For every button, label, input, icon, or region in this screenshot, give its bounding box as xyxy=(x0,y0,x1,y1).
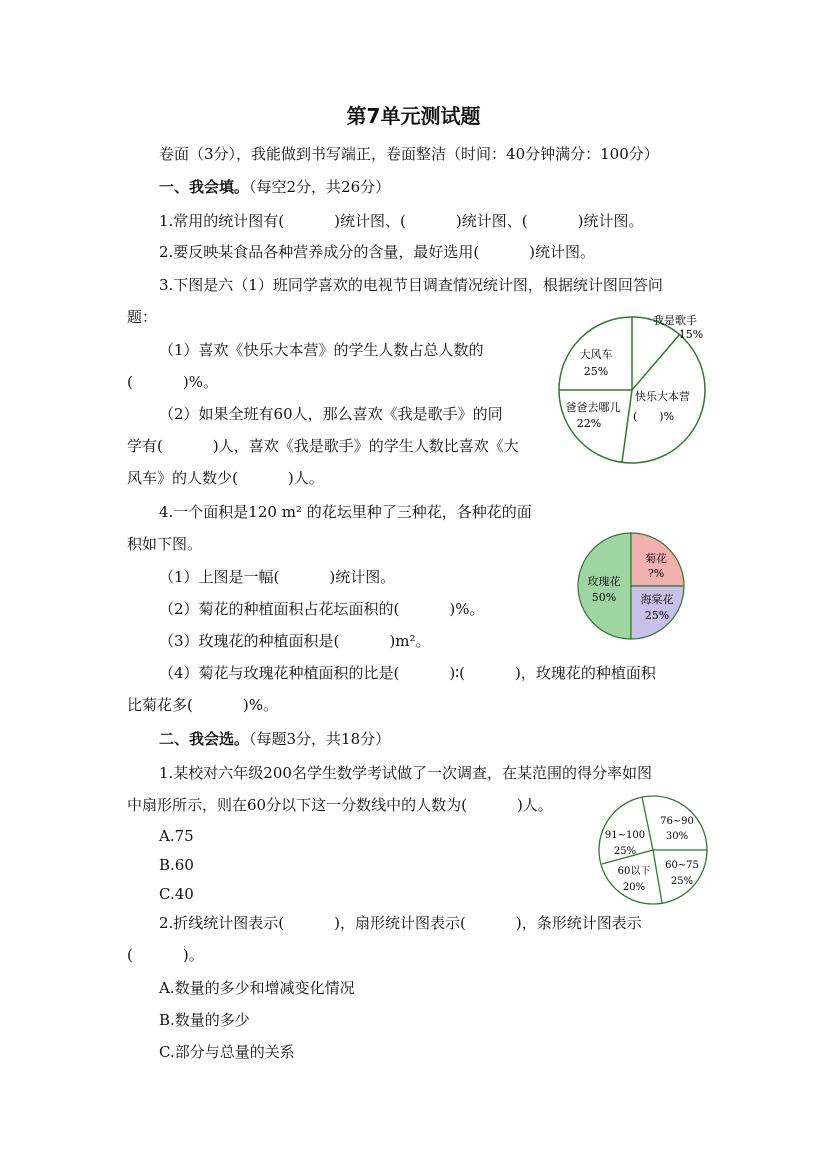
section2-header xyxy=(159,728,390,750)
s1-q4-s4d xyxy=(127,694,278,716)
pie1-slice-label: 大风车 xyxy=(579,348,613,361)
s1-q3-s2c1: 风车》的人数少( xyxy=(127,469,238,487)
s2-q2-text-a: 2.折线统计图表示( xyxy=(159,914,285,932)
pie1-slice-value: 22% xyxy=(576,417,602,430)
pie1-slice-value: 25% xyxy=(583,365,609,378)
pie3-slice-label: 91~100 xyxy=(604,830,646,841)
s1-q4-s1b: )统计图。 xyxy=(329,568,396,586)
section1-header xyxy=(159,176,390,198)
paren-close: )。 xyxy=(182,946,204,964)
paren-open: ( xyxy=(127,946,133,964)
page-title: 第7单元测试题 xyxy=(346,104,481,128)
pie1-slice-label: 我是歌手 xyxy=(653,314,697,327)
s1-q4-s3a: （3）玫瑰花的种植面积是( xyxy=(159,632,340,650)
s1-q3-s2c2: )人。 xyxy=(287,469,324,487)
s1-q4-s4b: )∶( xyxy=(449,664,466,682)
s1-q4-s2 xyxy=(159,598,485,620)
s2-q1-option-c[interactable]: C.40 xyxy=(159,885,194,903)
s1-q2 xyxy=(159,241,595,263)
s1-q3-s2b1: 学有( xyxy=(127,437,163,455)
pie2-slice-value: ?% xyxy=(647,567,665,580)
s2-q2-option-c[interactable]: C.部分与总量的关系 xyxy=(159,1043,295,1061)
s2-q2-option-a[interactable]: A.数量的多少和增减变化情况 xyxy=(159,979,355,997)
s1-q3-s2a: （2）如果全班有60人，那么喜欢《我是歌手》的同 xyxy=(159,405,503,423)
paren-open: ( xyxy=(127,373,133,391)
pie3-slice-label: 60~75 xyxy=(665,860,699,871)
paren-close: )%。 xyxy=(182,373,218,391)
pie3-slice-label: 60以下 xyxy=(617,866,651,877)
s2-q1-option-a[interactable]: A.75 xyxy=(159,827,194,845)
s2-q2-text-b: )，扇形统计图表示( xyxy=(334,914,466,932)
s1-q4-line1: 4.一个面积是120 m² 的花坛里种了三种花，各种花的面 xyxy=(159,503,532,521)
s1-q4-s4c: )，玫瑰花的种植面积 xyxy=(515,664,656,682)
s1-q4-s4d1: 比菊花多( xyxy=(127,696,193,714)
s1-q1-text-a: 1.常用的统计图有( xyxy=(159,212,285,230)
pie1-slice-label: 爸爸去哪儿 xyxy=(565,401,621,414)
s1-q3-line1: 3.下图是六（1）班同学喜欢的电视节目调查情况统计图，根据统计图回答问 xyxy=(159,276,663,294)
s2-q2-option-b[interactable]: B.数量的多少 xyxy=(159,1011,250,1029)
tv-program-pie-chart xyxy=(557,313,707,465)
s1-q4-s4 xyxy=(159,662,656,684)
pie2-slice-label: 菊花 xyxy=(645,552,667,565)
pie3-slice-value: 30% xyxy=(665,831,689,842)
s1-q3-s2b xyxy=(127,435,519,457)
s1-q2-text-b: )统计图。 xyxy=(529,243,596,261)
section2-heading: 二、我会选。 xyxy=(159,730,250,748)
s1-q3-s1b xyxy=(127,371,218,393)
pie2-slice-value: 50% xyxy=(591,591,617,604)
s1-q2-text-a: 2.要反映某食品各种营养成分的含量，最好选用( xyxy=(159,243,480,261)
s2-q1-line1: 1.某校对六年级200名学生数学考试做了一次调查，在某范围的得分率如图 xyxy=(159,764,652,782)
s1-q4-line2: 积如下图。 xyxy=(127,535,203,553)
s2-q2-text-c: )，条形统计图表示 xyxy=(515,914,642,932)
s1-q4-s4a: （4）菊花与玫瑰花种植面积的比是( xyxy=(159,664,400,682)
section1-note: （每空2分，共26分） xyxy=(249,178,391,196)
intro-text: 卷面（3分），我能做到书写端正，卷面整洁（时间：40分钟满分：100分） xyxy=(159,145,659,163)
s1-q3-s2c xyxy=(127,467,324,489)
pie2-slice-label: 海棠花 xyxy=(640,593,674,606)
pie2-slice-label: 玫瑰花 xyxy=(587,575,621,588)
flower-area-pie-chart xyxy=(576,531,686,641)
s1-q3-line2: 题： xyxy=(127,308,158,326)
pie1-slice-value: ( )% xyxy=(633,410,675,423)
s2-q1-line2a: 中扇形所示，则在60分以下这一分数线中的人数为( xyxy=(127,796,467,814)
s1-q4-s1a: （1）上图是一幅( xyxy=(159,568,280,586)
s2-q2-line2 xyxy=(127,944,204,966)
s1-q3-s1a: （1）喜欢《快乐大本营》的学生人数占总人数的 xyxy=(159,341,484,359)
section2-note: （每题3分，共18分） xyxy=(249,730,391,748)
s2-q1-line2b: )人。 xyxy=(516,796,553,814)
s1-q1-text-d: )统计图。 xyxy=(577,212,644,230)
s1-q4-s3b: )m²。 xyxy=(389,632,431,650)
s1-q1 xyxy=(159,210,643,232)
score-range-pie-chart xyxy=(597,794,709,906)
s1-q4-s1 xyxy=(159,566,395,588)
pie3-slice-value: 25% xyxy=(670,876,694,887)
pie1-slice-label: 快乐大本营 xyxy=(635,390,690,403)
s1-q4-s3 xyxy=(159,630,431,652)
s1-q1-text-c: )统计图、( xyxy=(455,212,528,230)
pie3-slice-value: 25% xyxy=(613,846,637,857)
s1-q3-s2b2: )人，喜欢《我是歌手》的学生人数比喜欢《大 xyxy=(212,437,519,455)
s2-q2-line1 xyxy=(159,912,642,934)
s1-q4-s2a: （2）菊花的种植面积占花坛面积的( xyxy=(159,600,400,618)
pie3-slice-label: 76~90 xyxy=(660,816,694,827)
pie1-slice-value: 15% xyxy=(678,328,704,341)
s1-q4-s4d2: )%。 xyxy=(242,696,278,714)
s2-q1-line2 xyxy=(127,794,553,816)
pie3-slice-value: 20% xyxy=(622,882,646,893)
s2-q1-option-b[interactable]: B.60 xyxy=(159,856,194,874)
s1-q1-text-b: )统计图、( xyxy=(334,212,406,230)
s1-q4-s2b: )%。 xyxy=(449,600,485,618)
pie2-slice-value: 25% xyxy=(644,609,670,622)
section1-heading: 一、我会填。 xyxy=(159,178,250,196)
